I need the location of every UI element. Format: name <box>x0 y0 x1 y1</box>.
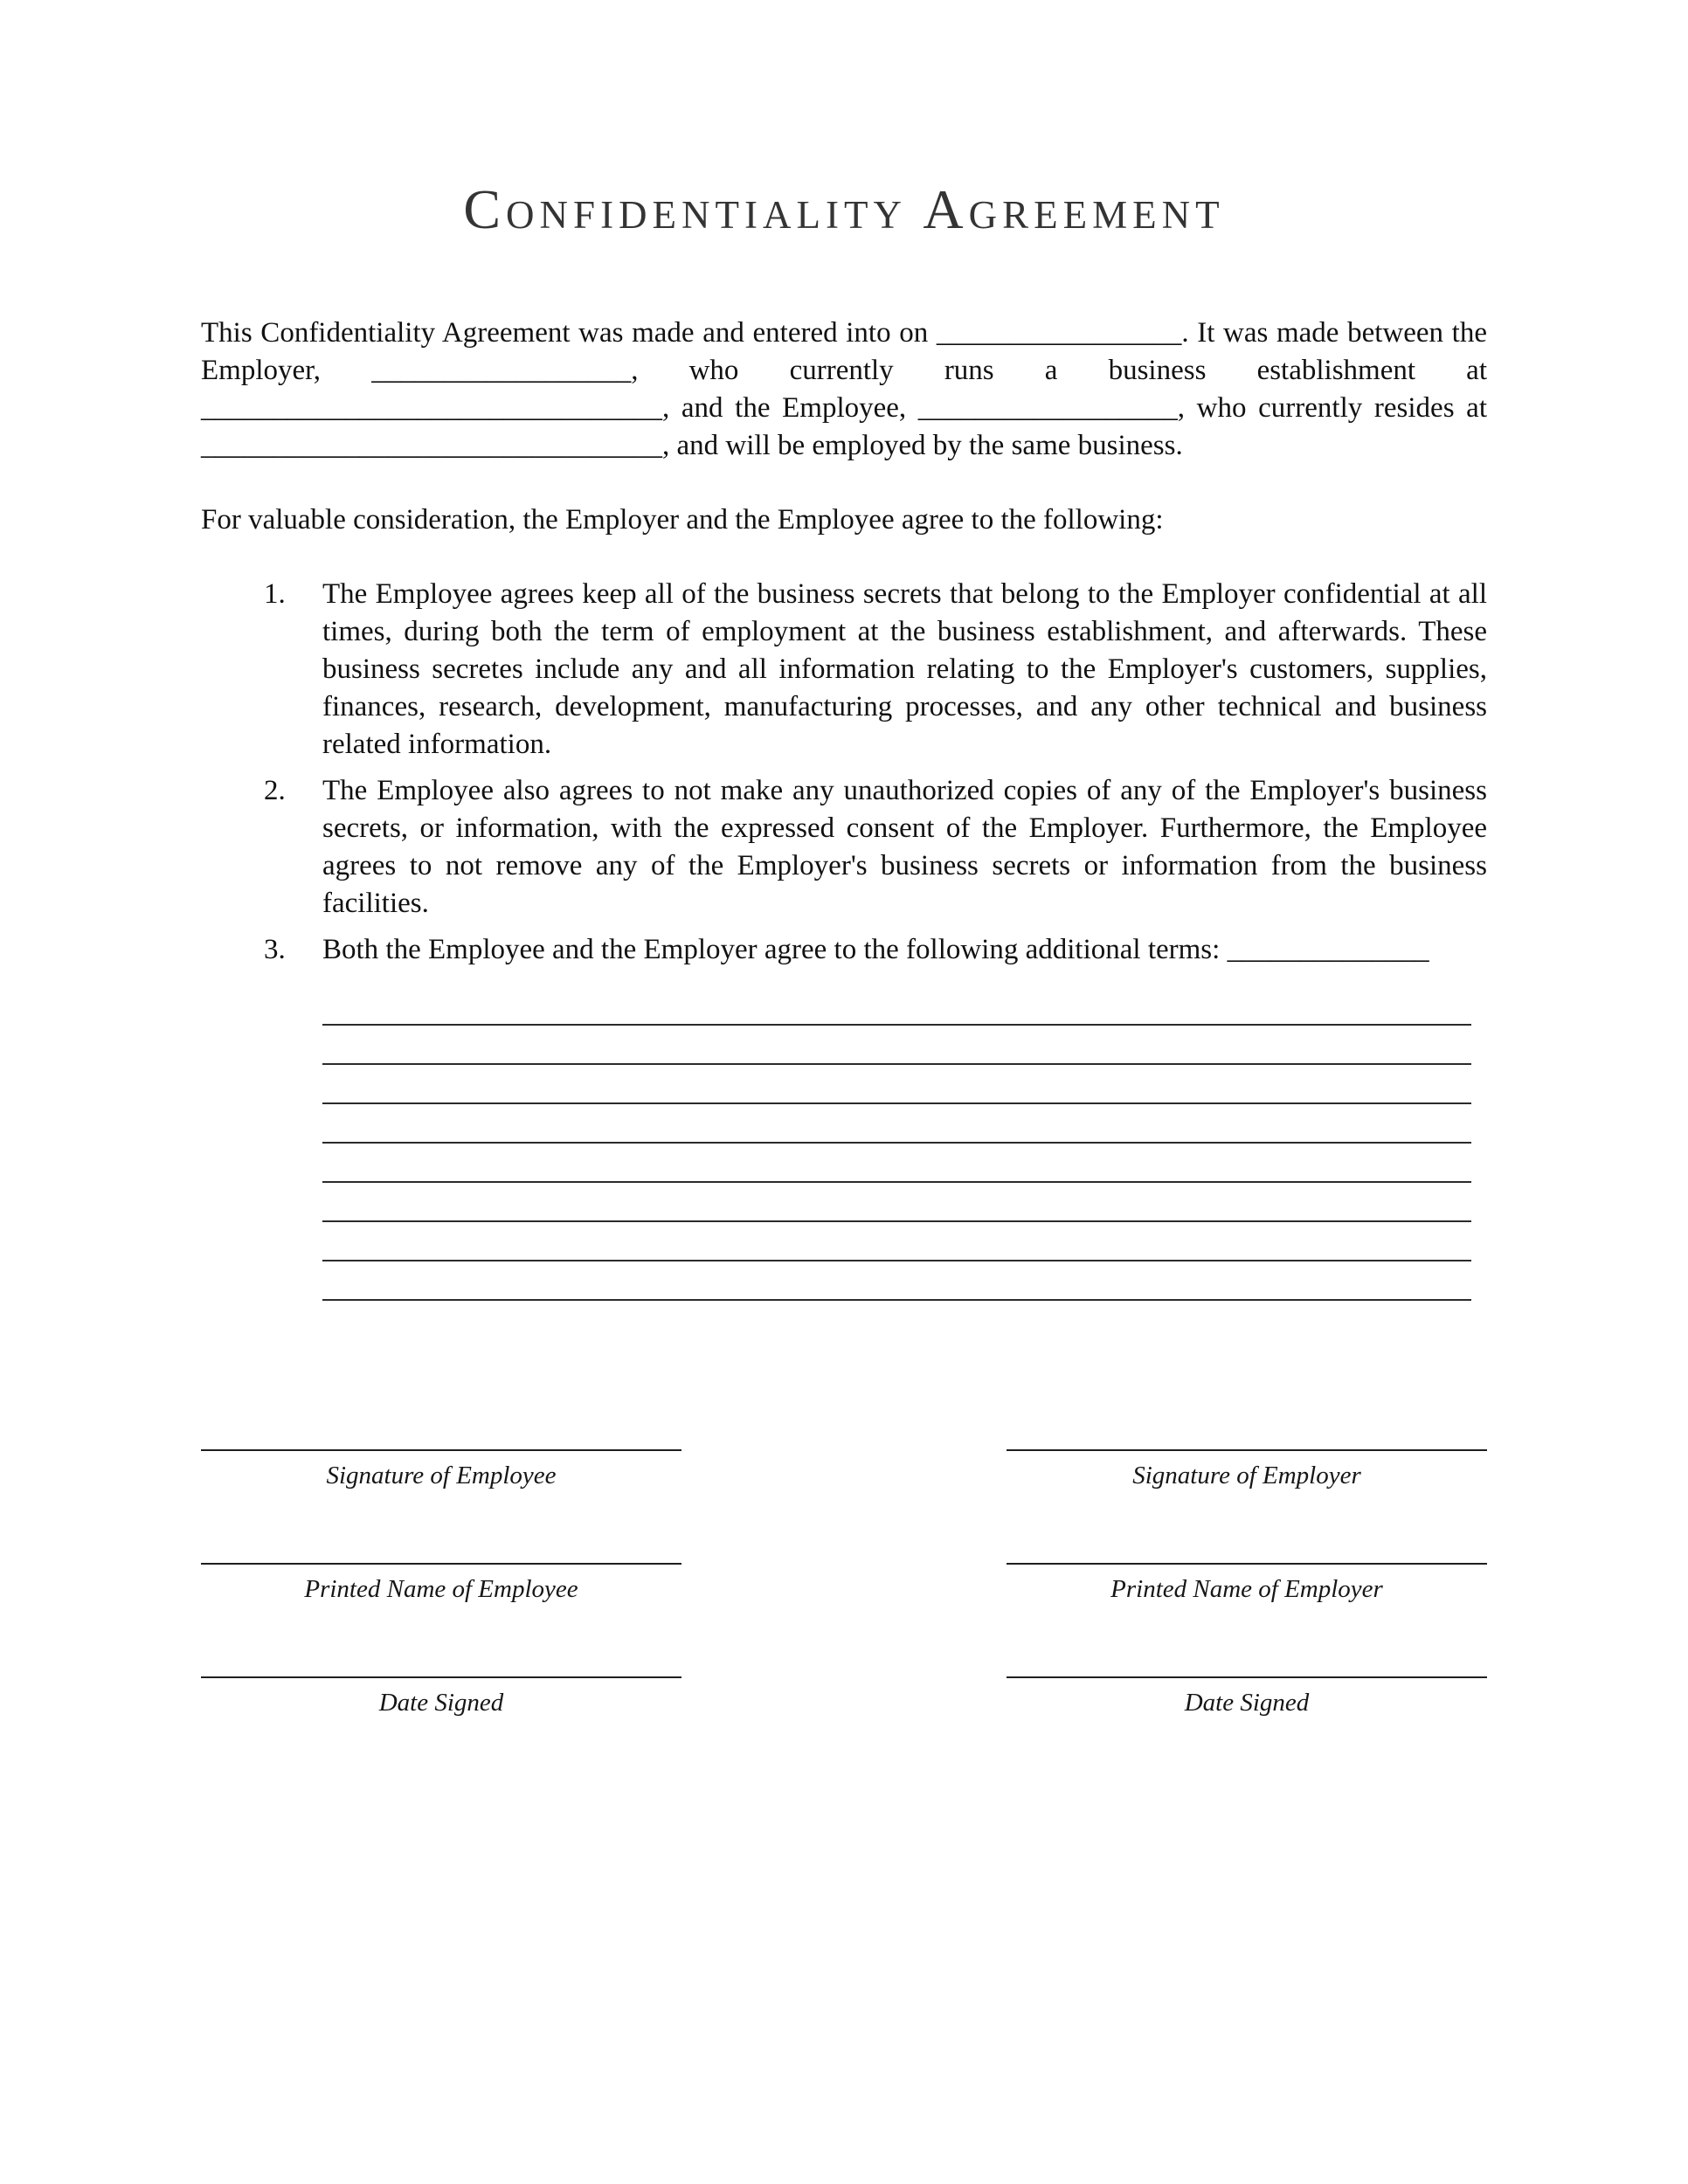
employee-signature-column <box>201 1449 681 1790</box>
employer-printed-name-label: Printed Name of Employer <box>1110 1575 1383 1603</box>
employee-printed-name-label: Printed Name of Employee <box>304 1575 578 1603</box>
term-text: The Employee also agrees to not make any unauthorized copies of any of the Employer's business secrets, or information, with the expressed consent of the Employer. Furthermore, the Employee agrees to not remove any of the Employer's business secrets or information from the business facilities. <box>322 775 1487 919</box>
blank-line <box>322 986 1471 1026</box>
term-text: The Employee agrees keep all of the business secrets that belong to the Employer confidential at all times, during both the term of employment at the business establishment, and afterwards. These business secretes include any and all information relating to the Employer's customers, supplies, finances, research, development, manufacturing processes, and any other technical and business related information. <box>322 578 1487 760</box>
employee-printed-name-block <box>201 1563 681 1605</box>
term-item-3 <box>264 931 1487 969</box>
employee-date-signed-block <box>201 1676 681 1718</box>
employer-date-signed-line <box>1007 1676 1487 1678</box>
employee-date-signed-line <box>201 1676 681 1678</box>
employer-signature-block <box>1007 1449 1487 1491</box>
term-text: Both the Employee and the Employer agree to the following additional terms: ______________ <box>322 934 1429 965</box>
intro-paragraph: This Confidentiality Agreement was made and entered into on _________________. It was made between the Employer, __________________, who currently runs a business establishment at ________________________________, and the Employee, __________________, who currently resides at ________________________________, and will be employed by the same business. <box>201 317 1487 461</box>
employee-signature-line <box>201 1449 681 1451</box>
employer-signature-column <box>1007 1449 1487 1790</box>
term-number: 3. <box>264 934 286 965</box>
employer-printed-name-line <box>1007 1563 1487 1565</box>
employer-signature-line <box>1007 1449 1487 1451</box>
blank-line <box>322 1261 1471 1301</box>
employer-date-signed-block <box>1007 1676 1487 1718</box>
employee-printed-name-line <box>201 1563 681 1565</box>
consideration-statement: For valuable consideration, the Employer and the Employee agree to the following: <box>201 504 1164 536</box>
term-number: 2. <box>264 775 286 806</box>
blank-line <box>322 1183 1471 1222</box>
employee-date-signed-label: Date Signed <box>378 1689 504 1717</box>
blank-line <box>322 1104 1471 1144</box>
employer-printed-name-block <box>1007 1563 1487 1605</box>
employee-signature-block <box>201 1449 681 1491</box>
employer-signature-label: Signature of Employer <box>1132 1462 1361 1489</box>
additional-terms-lines <box>322 978 1471 1301</box>
blank-line <box>322 1065 1471 1104</box>
signature-section <box>201 1449 1487 1790</box>
terms-list <box>201 576 1487 969</box>
document-title: Confidentiality Agreement <box>463 178 1225 240</box>
term-item-1 <box>264 576 1487 764</box>
blank-line <box>322 1222 1471 1261</box>
term-number: 1. <box>264 578 286 610</box>
blank-line <box>322 1144 1471 1183</box>
blank-line <box>322 1026 1471 1065</box>
employer-date-signed-label: Date Signed <box>1184 1689 1310 1717</box>
employee-signature-label: Signature of Employee <box>326 1462 557 1489</box>
term-item-2 <box>264 772 1487 923</box>
